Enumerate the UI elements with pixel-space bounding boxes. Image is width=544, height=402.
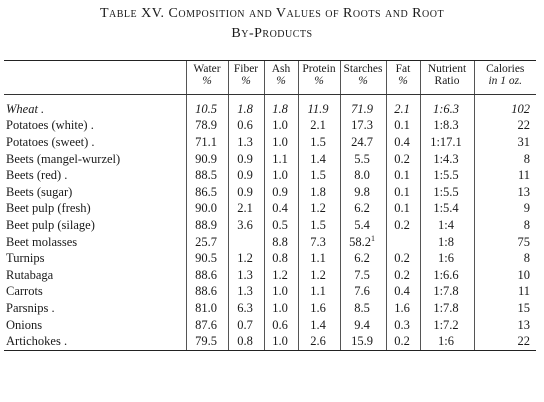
cell-starches: 9.4 — [340, 317, 386, 334]
cell-fiber: 1.2 — [228, 250, 264, 267]
cell-ratio: 1:7.8 — [420, 300, 474, 317]
cell-protein: 2.6 — [298, 333, 340, 350]
cell-protein: 1.6 — [298, 300, 340, 317]
row-food-name: Beet pulp (fresh) — [6, 201, 91, 216]
cell-fiber: 3.6 — [228, 217, 264, 234]
cell-ash: 1.8 — [264, 95, 298, 118]
composition-table — [4, 60, 536, 351]
cell-starches: 58.2$^1$ — [340, 234, 386, 251]
cell-fat: 0.4 — [386, 134, 420, 151]
cell-protein: 1.4 — [298, 317, 340, 334]
cell-fiber: 0.9 — [228, 184, 264, 201]
table-row — [4, 333, 536, 350]
cell-calories: 8 — [474, 217, 536, 234]
table-row — [4, 167, 536, 184]
row-food-name: Beets (red) . — [6, 168, 68, 183]
cell-ash: 0.5 — [264, 217, 298, 234]
cell-fiber: 0.6 — [228, 118, 264, 135]
cell-calories: 31 — [474, 134, 536, 151]
cell-fiber: 0.9 — [228, 167, 264, 184]
cell-ratio: 1:6.6 — [420, 267, 474, 284]
table-row — [4, 201, 536, 218]
cell-fat: 1.6 — [386, 300, 420, 317]
cell-ratio: 1:5.5 — [420, 167, 474, 184]
cell-protein: 11.9 — [298, 95, 340, 118]
row-food-name: Rutabaga — [6, 267, 54, 282]
cell-water: 88.9 — [186, 217, 228, 234]
table-row — [4, 250, 536, 267]
table-title-line-2: By-Products — [231, 26, 313, 41]
cell-water: 90.0 — [186, 201, 228, 218]
cell-fat: 0.3 — [386, 317, 420, 334]
cell-fat: 0.1 — [386, 118, 420, 135]
header-calories: Calories in 1 oz. — [474, 61, 536, 95]
cell-protein: 1.5 — [298, 134, 340, 151]
cell-water: 88.5 — [186, 167, 228, 184]
header-starches: Starches % — [340, 61, 386, 95]
cell-protein: 7.3 — [298, 234, 340, 251]
cell-ratio: 1:5.4 — [420, 201, 474, 218]
cell-ash: 0.8 — [264, 250, 298, 267]
cell-ash: 1.0 — [264, 333, 298, 350]
header-water: Water % — [186, 61, 228, 95]
cell-calories: 102 — [474, 95, 536, 118]
cell-calories: 9 — [474, 201, 536, 218]
cell-fiber: 0.9 — [228, 151, 264, 168]
cell-fat: 0.1 — [386, 201, 420, 218]
cell-fiber: 6.3 — [228, 300, 264, 317]
cell-protein: 2.1 — [298, 118, 340, 135]
cell-starches: 7.6 — [340, 284, 386, 301]
header-fat: Fat % — [386, 61, 420, 95]
cell-fiber: 1.3 — [228, 284, 264, 301]
table-row — [4, 284, 536, 301]
cell-fat: 0.2 — [386, 250, 420, 267]
cell-water: 71.1 — [186, 134, 228, 151]
cell-water: 90.9 — [186, 151, 228, 168]
cell-fiber: 2.1 — [228, 201, 264, 218]
row-food-name: Beet molasses — [6, 234, 78, 249]
cell-fat: 0.2 — [386, 151, 420, 168]
table-body — [4, 95, 536, 351]
row-food-name: Beets (sugar) — [6, 184, 73, 199]
cell-fat: 0.2 — [386, 267, 420, 284]
cell-ratio: 1:8 — [420, 234, 474, 251]
cell-ratio: 1:17.1 — [420, 134, 474, 151]
cell-fiber: 1.8 — [228, 95, 264, 118]
cell-protein: 1.1 — [298, 284, 340, 301]
cell-ash: 1.2 — [264, 267, 298, 284]
cell-calories: 75 — [474, 234, 536, 251]
cell-fat — [386, 234, 420, 251]
cell-fat: 0.2 — [386, 217, 420, 234]
cell-water: 86.5 — [186, 184, 228, 201]
cell-starches: 24.7 — [340, 134, 386, 151]
row-food-name: Parsnips . — [6, 300, 55, 315]
table-row — [4, 317, 536, 334]
cell-ratio: 1:5.5 — [420, 184, 474, 201]
cell-ratio: 1:6.3 — [420, 95, 474, 118]
cell-calories: 11 — [474, 167, 536, 184]
header-protein: Protein % — [298, 61, 340, 95]
cell-ratio: 1:7.8 — [420, 284, 474, 301]
cell-water: 87.6 — [186, 317, 228, 334]
row-food-name: Wheat . — [6, 101, 45, 116]
cell-calories: 13 — [474, 317, 536, 334]
cell-calories: 22 — [474, 118, 536, 135]
cell-calories: 8 — [474, 151, 536, 168]
row-food-name: Potatoes (sweet) . — [6, 134, 95, 149]
cell-fat: 0.1 — [386, 184, 420, 201]
table-row — [4, 134, 536, 151]
cell-fiber: 1.3 — [228, 267, 264, 284]
table-row — [4, 267, 536, 284]
cell-ash: 1.0 — [264, 284, 298, 301]
cell-ash: 0.6 — [264, 317, 298, 334]
cell-ratio: 1:7.2 — [420, 317, 474, 334]
header-ash: Ash % — [264, 61, 298, 95]
cell-fat: 0.2 — [386, 333, 420, 350]
header-fiber: Fiber % — [228, 61, 264, 95]
cell-calories: 10 — [474, 267, 536, 284]
cell-water: 79.5 — [186, 333, 228, 350]
cell-protein: 1.2 — [298, 201, 340, 218]
table-row — [4, 95, 536, 118]
cell-ash: 0.9 — [264, 184, 298, 201]
table-title-line-1: Table XV. Composition and Values of Roots and Root — [99, 6, 445, 21]
row-food-name: Beets (mangel-wurzel) — [6, 151, 121, 166]
cell-protein: 1.4 — [298, 151, 340, 168]
cell-water: 88.6 — [186, 267, 228, 284]
cell-starches: 6.2 — [340, 250, 386, 267]
cell-starches: 17.3 — [340, 118, 386, 135]
cell-ash: 0.4 — [264, 201, 298, 218]
cell-fiber: 1.3 — [228, 134, 264, 151]
row-food-name: Artichokes . — [4, 333, 186, 350]
cell-ash: 1.0 — [264, 167, 298, 184]
cell-starches: 8.5 — [340, 300, 386, 317]
cell-starches: 15.9 — [340, 333, 386, 350]
cell-water: 10.5 — [186, 95, 228, 118]
cell-starches: 9.8 — [340, 184, 386, 201]
cell-ash: 1.0 — [264, 300, 298, 317]
cell-protein: 1.5 — [298, 167, 340, 184]
cell-ratio: 1:4.3 — [420, 151, 474, 168]
cell-ash: 1.1 — [264, 151, 298, 168]
cell-starches: 7.5 — [340, 267, 386, 284]
table-row — [4, 217, 536, 234]
cell-calories: 15 — [474, 300, 536, 317]
cell-ash: 1.0 — [264, 134, 298, 151]
cell-fat: 0.4 — [386, 284, 420, 301]
header-food-blank — [4, 61, 186, 95]
cell-water: 25.7 — [186, 234, 228, 251]
cell-calories: 22 — [474, 333, 536, 350]
header-nutrient-ratio: Nutrient Ratio — [420, 61, 474, 95]
cell-starches: 8.0 — [340, 167, 386, 184]
cell-ratio: 1:4 — [420, 217, 474, 234]
cell-fat: 0.1 — [386, 167, 420, 184]
cell-starches: 5.4 — [340, 217, 386, 234]
footnote-marker: 1 — [370, 233, 375, 243]
cell-ratio: 1:8.3 — [420, 118, 474, 135]
cell-ratio: 1:6 — [420, 250, 474, 267]
row-food-name: Turnips — [6, 251, 45, 266]
table-row — [4, 184, 536, 201]
row-food-name: Beet pulp (silage) — [6, 217, 95, 232]
cell-ratio: 1:6 — [420, 333, 474, 350]
row-food-name: Potatoes (white) . — [6, 118, 94, 133]
cell-fat: 2.1 — [386, 95, 420, 118]
table-row — [4, 234, 536, 251]
cell-starches: 5.5 — [340, 151, 386, 168]
cell-protein: 1.5 — [298, 217, 340, 234]
cell-protein: 1.1 — [298, 250, 340, 267]
cell-ash: 8.8 — [264, 234, 298, 251]
cell-calories: 13 — [474, 184, 536, 201]
table-row — [4, 151, 536, 168]
table-row — [4, 300, 536, 317]
cell-fiber — [228, 234, 264, 251]
cell-protein: 1.8 — [298, 184, 340, 201]
cell-fiber: 0.7 — [228, 317, 264, 334]
row-food-name: Carrots — [6, 284, 43, 299]
cell-fiber: 0.8 — [228, 333, 264, 350]
cell-calories: 11 — [474, 284, 536, 301]
table-title — [0, 4, 544, 44]
row-food-name: Onions — [6, 317, 43, 332]
cell-water: 90.5 — [186, 250, 228, 267]
cell-water: 88.6 — [186, 284, 228, 301]
cell-protein: 1.2 — [298, 267, 340, 284]
cell-calories: 8 — [474, 250, 536, 267]
cell-water: 78.9 — [186, 118, 228, 135]
table-row — [4, 118, 536, 135]
cell-starches: 71.9 — [340, 95, 386, 118]
cell-ash: 1.0 — [264, 118, 298, 135]
cell-water: 81.0 — [186, 300, 228, 317]
cell-starches: 6.2 — [340, 201, 386, 218]
